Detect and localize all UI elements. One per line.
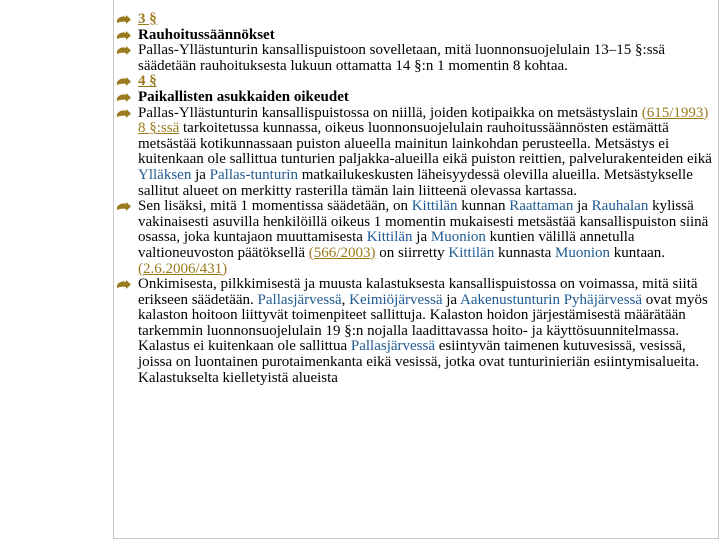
- paragraph-text: Pallas-Yllästunturin kansallispuistossa on niillä, joiden kotipaikka on metsästyslain: [138, 104, 642, 121]
- place-link[interactable]: Muonion: [430, 229, 486, 246]
- section-heading-text: Rauhoitussäännökset: [138, 26, 275, 43]
- paragraph-item: [114, 199, 714, 277]
- paragraph-text: ja: [191, 166, 210, 183]
- paragraph-text: Pallas-Yllästunturin kansallispuistoon sovelletaan, mitä luonnonsuojelulain 13–15 §:ssä säädetään rauhoituksesta lukuun ottamatta 14 §:n 1 momentin 8 kohtaa.: [138, 42, 666, 74]
- paragraph-item: [114, 106, 714, 200]
- paragraph-text: kunnan: [457, 198, 510, 215]
- paragraph-text: tarkoitetussa kunnassa, oikeus luonnonsuojelulain rauhoitussäännösten estämättä metsästää kotikunnassaan puiston alueella mainitun lainkohdan perusteella. Metsästys ei kuitenkaan ole sallittua tunturien paljakka-alueilla eikä puiston reittien, palvelurakenteiden eikä: [138, 120, 712, 168]
- statute-link[interactable]: (615/1993) 8 §:ssä: [138, 104, 709, 137]
- place-link[interactable]: Kittilän: [411, 198, 458, 215]
- place-link[interactable]: Aakenustunturin Pyhäjärvessä: [459, 291, 643, 308]
- paragraph-text: Onkimisesta, pilkkimisestä ja muusta kalastuksesta kansallispuistossa on voimassa, mitä siitä erikseen säädetään.: [138, 276, 698, 308]
- paragraph-text: on siirretty: [375, 244, 449, 261]
- paragraph-item: [114, 277, 714, 386]
- bullet-arrow-icon: [116, 279, 132, 290]
- place-link[interactable]: Kittilän: [448, 244, 495, 261]
- section-number-text[interactable]: 4 §: [138, 73, 157, 90]
- bullet-arrow-icon: [116, 76, 132, 87]
- statute-link[interactable]: (2.6.2006/431): [138, 260, 228, 277]
- place-link[interactable]: Muonion: [555, 244, 611, 261]
- paragraph-text: ,: [341, 291, 350, 308]
- place-link[interactable]: Pallasjärvessä: [257, 291, 342, 308]
- paragraph-text: ja: [573, 198, 592, 215]
- paragraph-text: Sen lisäksi, mitä 1 momentissa säädetään, on: [138, 198, 412, 215]
- paragraph-text: kylissä vakinaisesti asuvilla henkilöillä oikeus 1 momentin mukaisesti metsästää kansallispuiston siinä osassa, joka kuntajaon muuttamisesta: [138, 198, 709, 246]
- paragraph-text: matkailukeskusten läheisyydessä olevilla alueilla. Metsästykselle sallitut alueet on merkitty rasterilla tämän lain liitteenä olevassa kartassa.: [138, 166, 693, 199]
- section-heading: [114, 90, 714, 106]
- statute-link[interactable]: (566/2003): [308, 244, 376, 261]
- paragraph-item: [114, 43, 714, 74]
- paragraph-text: ja: [442, 291, 460, 308]
- section-number: [114, 12, 714, 28]
- section-heading: [114, 28, 714, 44]
- paragraph-text: ja: [412, 229, 431, 246]
- place-link[interactable]: Raattaman: [509, 198, 574, 215]
- place-link[interactable]: Pallasjärvessä: [350, 338, 435, 355]
- paragraph-text: kuntien välillä annetulla valtioneuvoston päätöksellä: [138, 229, 635, 261]
- section-heading-text: Paikallisten asukkaiden oikeudet: [138, 88, 349, 105]
- section-number-text[interactable]: 3 §: [138, 11, 157, 27]
- paragraph-text: kunnasta: [494, 244, 556, 261]
- paragraph-text: esiintyvän taimenen kutuvesissä, vesissä, joissa on luontainen purotaimenkanta eikä vesissä, jotka ovat tunturinieriän esiintymisalueita. Kalastukselta kielletyistä alueista: [138, 338, 700, 386]
- bullet-arrow-icon: [116, 30, 132, 41]
- bullet-arrow-icon: [116, 45, 132, 56]
- place-link[interactable]: Kittilän: [366, 229, 413, 246]
- bullet-arrow-icon: [116, 14, 132, 25]
- place-link[interactable]: Ylläksen: [138, 166, 192, 183]
- place-link[interactable]: Rauhalan: [591, 198, 649, 215]
- place-link[interactable]: Keimiöjärvessä: [349, 291, 443, 308]
- place-link[interactable]: Pallas-tunturin: [209, 166, 298, 183]
- section-number: [114, 74, 714, 90]
- bullet-arrow-icon: [116, 108, 132, 119]
- paragraph-text: ovat myös kalaston hoitoon liittyvät toimenpiteet sallittuja. Kalaston hoidon järjestämisestä määrätään tarkemmin luonnonsuojelulain 19 §:n nojalla laadittavassa hoito- ja käyttösuunnitelmassa. Kalastus ei kuitenkaan ole sallittua: [138, 291, 708, 355]
- bullet-arrow-icon: [116, 92, 132, 103]
- paragraph-text: kuntaan.: [610, 244, 666, 261]
- document-body: [114, 12, 714, 386]
- bullet-arrow-icon: [116, 201, 132, 212]
